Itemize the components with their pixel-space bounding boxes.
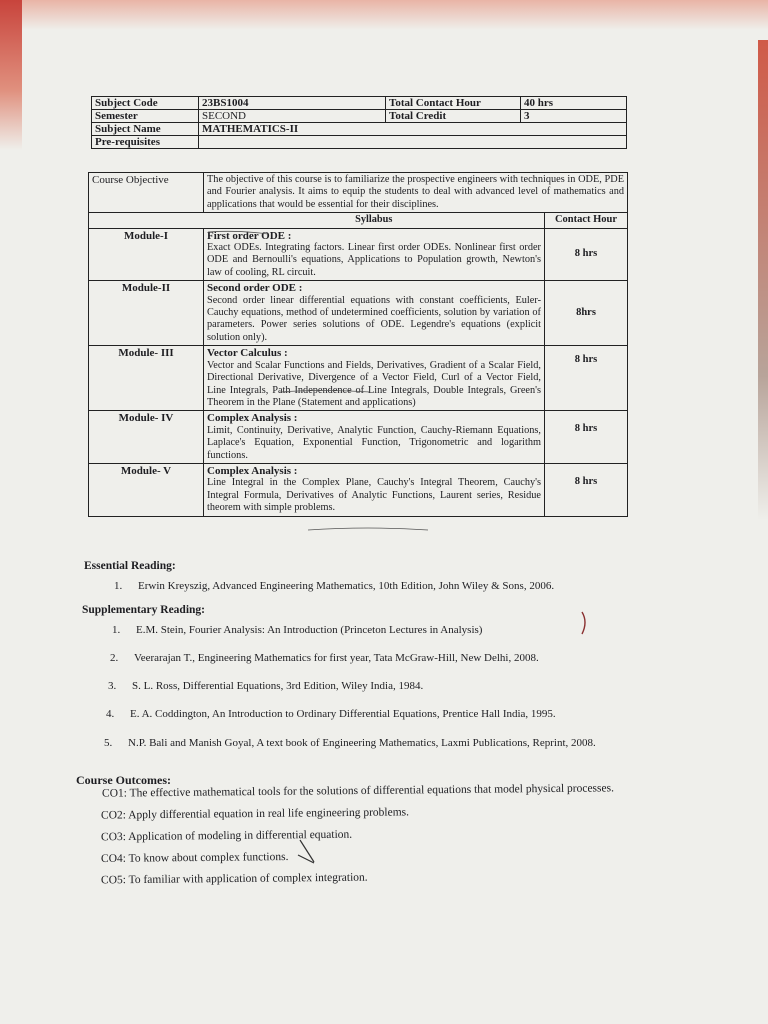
module-hours: 8hrs	[545, 281, 628, 346]
module-hours: 8 hrs	[545, 346, 628, 411]
subject-code-value: 23BS1004	[199, 97, 386, 110]
module-title: Second order ODE :	[207, 282, 303, 295]
essential-reading-title: Essential Reading:	[84, 560, 176, 572]
semester-value: SECOND	[199, 110, 386, 123]
module-content: Second order linear differential equations with constant coefficients, Euler-Cauchy equations, method of undetermined coefficients, solution by variation of parameters. Power series solutions of ODE. Legendre's equations (explicit solution only).	[207, 294, 541, 343]
objective-text: The objective of this course is to familiarize the prospective engineers with techniques in ODE, PDE and Fourier analysis. It aims to equip the students to deal with advanced level of mathematics and applications that would be essential for their disciplines.	[204, 173, 628, 213]
course-outcome-item: CO2: Apply differential equation in real life engineering problems.	[100, 806, 410, 822]
module-title: Complex Analysis :	[207, 464, 298, 477]
course-outcome-item: CO3: Application of modeling in differential equation.	[100, 828, 353, 844]
reference-text: Veerarajan T., Engineering Mathematics for first year, Tata McGraw-Hill, New Delhi, 2008.	[134, 652, 539, 664]
reference-text: E.M. Stein, Fourier Analysis: An Introduction (Princeton Lectures in Analysis)	[136, 624, 483, 636]
syllabus-heading: Syllabus	[204, 213, 545, 228]
module-hours: 8 hrs	[545, 411, 628, 464]
reference-text: S. L. Ross, Differential Equations, 3rd Edition, Wiley India, 1984.	[132, 680, 424, 692]
subject-code-label: Subject Code	[92, 97, 199, 110]
module-title: Complex Analysis :	[207, 412, 298, 425]
pen-mark	[208, 231, 268, 234]
pen-mark	[300, 840, 314, 862]
reference-number: 1.	[112, 624, 121, 636]
reference-text: Erwin Kreyszig, Advanced Engineering Mathematics, 10th Edition, John Wiley & Sons, 2006.	[138, 580, 555, 592]
module-content: Line Integral in the Complex Plane, Cauchy's Integral Theorem, Cauchy's Integral Formula, Derivatives of Analytic Functions, Laurent series, Residue theorem with simple problems.	[207, 477, 541, 514]
contact-hour-label: Total Contact Hour	[386, 97, 521, 110]
contact-hour-value: 40 hrs	[521, 97, 627, 110]
supplementary-reading-title: Supplementary Reading:	[82, 604, 205, 616]
course-outcomes-title: Course Outcomes:	[76, 773, 171, 787]
module-label: Module-II	[89, 281, 204, 346]
module-label: Module- III	[89, 346, 204, 411]
pen-mark	[280, 391, 370, 393]
pen-mark	[308, 528, 428, 530]
reference-number: 4.	[106, 708, 115, 720]
reference-number: 1.	[114, 580, 123, 592]
credit-label: Total Credit	[386, 110, 521, 123]
credit-value: 3	[521, 110, 627, 123]
pen-mark	[582, 612, 585, 634]
module-label: Module- V	[89, 463, 204, 516]
module-content: Limit, Continuity, Derivative, Analytic Function, Cauchy-Riemann Equations, Laplace's Equation, Exponential Function, Trigonometric and logarithm functions.	[207, 424, 541, 461]
module-label: Module- IV	[89, 411, 204, 464]
module-hours: 8 hrs	[545, 463, 628, 516]
semester-label: Semester	[92, 110, 199, 123]
prereq-label: Pre-requisites	[92, 136, 199, 149]
module-content: Vector and Scalar Functions and Fields, Derivatives, Gradient of a Scalar Field, Directional Derivative, Divergence of a Vector Field, Curl of a Vector Field, Line Integrals, Path Independence of Line Integrals, Double Integrals, Green's Theorem in the Plane (Statement and applications)	[207, 359, 541, 408]
module-title: Vector Calculus :	[207, 347, 288, 360]
reference-text: N.P. Bali and Manish Goyal, A text book of Engineering Mathematics, Laxmi Publications, Reprint, 2008.	[128, 737, 596, 749]
subject-name-label: Subject Name	[92, 123, 199, 136]
reference-text: E. A. Coddington, An Introduction to Ordinary Differential Equations, Prentice Hall India, 1995.	[130, 708, 556, 720]
subject-name-value: MATHEMATICS-II	[199, 123, 627, 136]
contact-hour-heading: Contact Hour	[545, 213, 628, 228]
course-outcome-item: CO4: To know about complex functions.	[100, 851, 289, 865]
module-content: Exact ODEs. Integrating factors. Linear first order ODEs. Nonlinear first order ODE and Bernoulli's equations, Applications to Population growth, Newton's law of cooling, RL circuit.	[207, 242, 541, 278]
module-label: Module-I	[89, 228, 204, 281]
objective-label: Course Objective	[89, 173, 204, 213]
course-outcome-item: CO1: The effective mathematical tools for the solutions of differential equations that model physical processes.	[101, 782, 614, 800]
reference-number: 5.	[104, 737, 113, 749]
course-outcome-item: CO5: To familiar with application of complex integration.	[100, 871, 368, 887]
module-hours: 8 hrs	[545, 228, 628, 281]
module-title: First order ODE :	[207, 229, 292, 242]
reference-number: 2.	[110, 652, 119, 664]
reference-number: 3.	[108, 680, 117, 692]
